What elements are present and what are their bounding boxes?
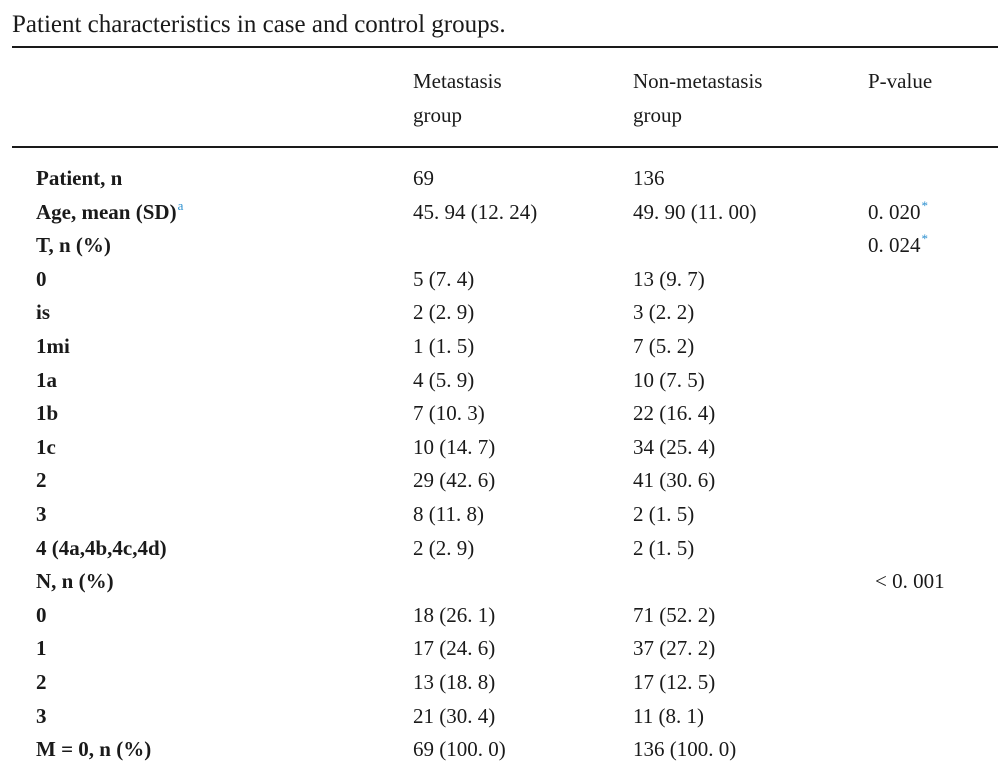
nonmetastasis-value: 22 (16. 4) (633, 401, 716, 426)
table-row (0, 666, 1004, 700)
row-label (36, 565, 114, 599)
pvalue (868, 229, 928, 263)
metastasis-value: 69 (100. 0) (413, 737, 506, 762)
table-row (0, 733, 1004, 767)
table-row (0, 565, 1004, 599)
row-label-text: 1 (36, 636, 47, 661)
row-label-text: Age, mean (SD) (36, 199, 177, 224)
metastasis-value: 45. 94 (12. 24) (413, 199, 538, 224)
table-row (0, 599, 1004, 633)
metastasis-value: 2 (2. 9) (413, 300, 475, 325)
row-label-text: 1mi (36, 333, 70, 358)
row-label-text: 2 (36, 468, 47, 493)
row-label (36, 330, 70, 364)
table-row (0, 700, 1004, 734)
row-label (36, 733, 151, 767)
row-label (36, 229, 111, 263)
header-pvalue: P-value (868, 69, 933, 93)
metastasis-value: 1 (1. 5) (413, 333, 475, 358)
metastasis-value: 29 (42. 6) (413, 468, 496, 493)
nonmetastasis-value: 7 (5. 2) (633, 333, 695, 358)
nonmetastasis-value: 34 (25. 4) (633, 434, 716, 459)
row-label-text: T, n (%) (36, 233, 111, 258)
row-label (36, 397, 58, 431)
nonmetastasis-value: 136 (633, 166, 665, 190)
header-metastasis-line2: group (413, 103, 462, 127)
table-row (0, 296, 1004, 330)
nonmetastasis-value: 2 (1. 5) (633, 535, 695, 560)
nonmetastasis-value: 37 (27. 2) (633, 636, 716, 661)
table-top-rule (12, 46, 998, 48)
row-label (36, 464, 47, 498)
table-row (0, 397, 1004, 431)
metastasis-value: 8 (11. 8) (413, 501, 484, 526)
row-label-text: 3 (36, 501, 47, 526)
table-header-rule (12, 146, 998, 148)
table-row (0, 364, 1004, 398)
row-label-text: 0 (36, 602, 47, 627)
metastasis-value: 13 (18. 8) (413, 669, 496, 694)
row-label-text: 1b (36, 401, 59, 426)
table-row (0, 196, 1004, 230)
pvalue-text: < 0. 001 (875, 569, 945, 594)
row-label (36, 632, 47, 666)
row-label-text: N, n (%) (36, 569, 114, 594)
table-row (0, 162, 1004, 196)
significance-marker[interactable]: * (921, 197, 928, 213)
nonmetastasis-value: 13 (9. 7) (633, 266, 705, 291)
metastasis-value: 69 (413, 166, 434, 190)
table-row (0, 464, 1004, 498)
row-label (36, 296, 50, 330)
row-label-text: 4 (4a,4b,4c,4d) (36, 535, 167, 560)
significance-marker[interactable]: * (921, 231, 928, 247)
table-row (0, 498, 1004, 532)
table-row (0, 330, 1004, 364)
header-nonmetastasis-line1: Non-metastasis (633, 69, 763, 93)
pvalue-text: 0. 024 (868, 233, 921, 258)
row-label (36, 666, 47, 700)
nonmetastasis-value: 71 (52. 2) (633, 602, 716, 627)
header-nonmetastasis-line2: group (633, 103, 682, 127)
row-label-text: 2 (36, 669, 47, 694)
metastasis-value: 7 (10. 3) (413, 401, 485, 426)
metastasis-value: 10 (14. 7) (413, 434, 496, 459)
row-label-text: 0 (36, 266, 47, 291)
pvalue (868, 196, 928, 230)
row-label (36, 700, 47, 734)
metastasis-value: 18 (26. 1) (413, 602, 496, 627)
row-label-text: 1a (36, 367, 57, 392)
row-label (36, 532, 167, 566)
row-label (36, 498, 47, 532)
row-label (36, 162, 122, 196)
pvalue (875, 565, 945, 599)
row-label (36, 364, 57, 398)
header-metastasis-line1: Metastasis (413, 69, 502, 93)
metastasis-value: 5 (7. 4) (413, 266, 475, 291)
table-row (0, 532, 1004, 566)
row-label (36, 263, 47, 297)
footnote-marker[interactable]: a (177, 197, 184, 213)
table-row (0, 431, 1004, 465)
nonmetastasis-value: 10 (7. 5) (633, 367, 705, 392)
nonmetastasis-value: 41 (30. 6) (633, 468, 716, 493)
table-row (0, 632, 1004, 666)
row-label-text: M = 0, n (%) (36, 737, 152, 762)
metastasis-value: 2 (2. 9) (413, 535, 475, 560)
row-label-text: is (36, 300, 51, 325)
nonmetastasis-value: 17 (12. 5) (633, 669, 716, 694)
metastasis-value: 4 (5. 9) (413, 367, 475, 392)
pvalue-text: 0. 020 (868, 199, 921, 224)
row-label-text: 3 (36, 703, 47, 728)
metastasis-value: 21 (30. 4) (413, 703, 496, 728)
row-label (36, 599, 47, 633)
table-row (0, 229, 1004, 263)
row-label (36, 431, 56, 465)
row-label (36, 196, 183, 230)
table-caption: Patient characteristics in case and control groups. (12, 11, 506, 38)
nonmetastasis-value: 2 (1. 5) (633, 501, 695, 526)
nonmetastasis-value: 11 (8. 1) (633, 703, 704, 728)
table-body (0, 162, 1004, 767)
metastasis-value: 17 (24. 6) (413, 636, 496, 661)
table-row (0, 263, 1004, 297)
row-label-text: Patient, n (36, 166, 123, 190)
nonmetastasis-value: 136 (100. 0) (633, 737, 737, 762)
nonmetastasis-value: 49. 90 (11. 00) (633, 199, 757, 224)
nonmetastasis-value: 3 (2. 2) (633, 300, 695, 325)
row-label-text: 1c (36, 434, 56, 459)
